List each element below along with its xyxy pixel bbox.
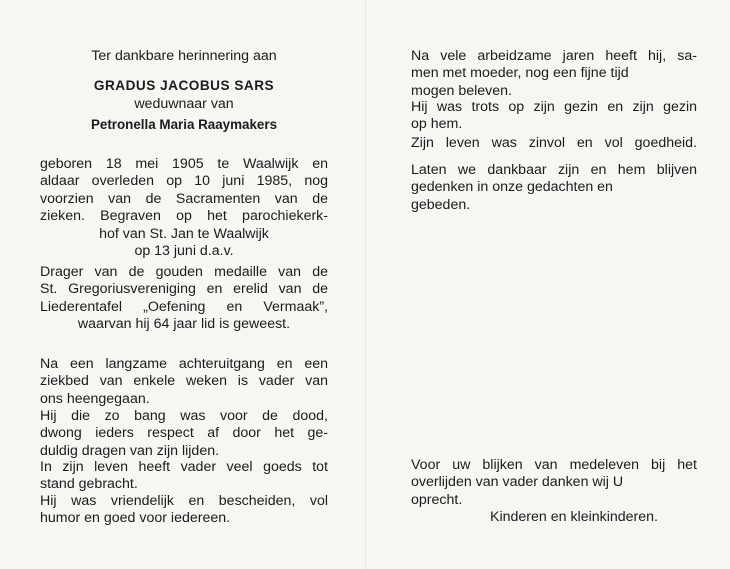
intro-text: Ter dankbare herinnering aan xyxy=(91,48,277,64)
remembrance-paragraph xyxy=(411,162,697,214)
text-line: gebeden. xyxy=(411,196,471,213)
meaningful-life-paragraph xyxy=(411,135,697,152)
medal-line: Drager van de gouden medaille van de xyxy=(40,264,328,280)
deceased-name: GRADUS JACOBUS SARS xyxy=(93,78,275,93)
signature: Kinderen en kleinkinderen. xyxy=(490,509,658,525)
text-line: op hem. xyxy=(411,116,463,133)
text-line: overlijden van vader danken wij U xyxy=(411,474,624,491)
relation-text: weduwnaar van xyxy=(134,96,234,112)
text-line: duldig dragen van zijn lijden. xyxy=(40,442,220,459)
bio-line: op 13 juni d.a.v. xyxy=(134,243,234,260)
bio-line: geboren 18 mei 1905 te Waalwijk en xyxy=(40,156,328,172)
text-line: In zijn leven heeft vader veel goeds tot xyxy=(40,459,328,475)
passing-paragraph xyxy=(40,356,328,408)
text-line: Na vele arbeidzame jaren heeft hij, sa- xyxy=(411,48,697,64)
biography-paragraph xyxy=(40,156,328,260)
bio-line: hof van St. Jan te Waalwijk xyxy=(99,225,269,242)
bio-line: aldaar overleden op 10 juni 1985, nog xyxy=(40,173,328,190)
text-line: Zijn leven was zinvol en vol goedheid. xyxy=(411,135,697,151)
character-paragraph xyxy=(40,493,328,528)
pride-paragraph xyxy=(411,99,697,134)
medal-line: Liederentafel „Oefening en Vermaak”, xyxy=(40,298,328,315)
courage-paragraph xyxy=(40,408,328,460)
text-line: dwong ieders respect af door het ge- xyxy=(40,425,328,442)
text-line: mogen beleven. xyxy=(411,82,512,99)
text-line: ziekbed van enkele weken is vader van xyxy=(40,373,328,390)
text-line: humor en goed voor iedereen. xyxy=(40,510,231,527)
text-line: Hij was trots op zijn gezin en zijn gezin xyxy=(411,99,697,115)
text-line: oprecht. xyxy=(411,491,463,508)
life-paragraph xyxy=(40,459,328,494)
spouse-name: Petronella Maria Raaymakers xyxy=(90,117,278,132)
card-fold-line xyxy=(365,0,366,569)
bio-line: zieken. Begraven op het parochiekerk- xyxy=(40,208,328,225)
later-years-paragraph xyxy=(411,48,697,100)
medal-line: waarvan hij 64 jaar lid is geweest. xyxy=(77,316,291,333)
text-line: Laten we dankbaar zijn en hem blijven xyxy=(411,162,697,178)
thanks-paragraph xyxy=(411,457,697,509)
medal-line: St. Gregoriusvereniging en erelid van de xyxy=(40,281,328,298)
text-line: ons heengegaan. xyxy=(40,390,150,407)
text-line: Na een langzame achteruitgang en een xyxy=(40,356,328,372)
text-line: Hij was vriendelijk en bescheiden, vol xyxy=(40,493,328,509)
text-line: Hij die zo bang was voor de dood, xyxy=(40,408,328,424)
text-line: men met moeder, nog een fijne tijd xyxy=(411,65,629,82)
text-line: gedenken in onze gedachten en xyxy=(411,179,613,196)
text-line: Voor uw blijken van medeleven bij het xyxy=(411,457,697,473)
bio-line: voorzien van de Sacramenten van de xyxy=(40,190,328,207)
text-line: stand gebracht. xyxy=(40,476,138,493)
medal-paragraph xyxy=(40,264,328,334)
